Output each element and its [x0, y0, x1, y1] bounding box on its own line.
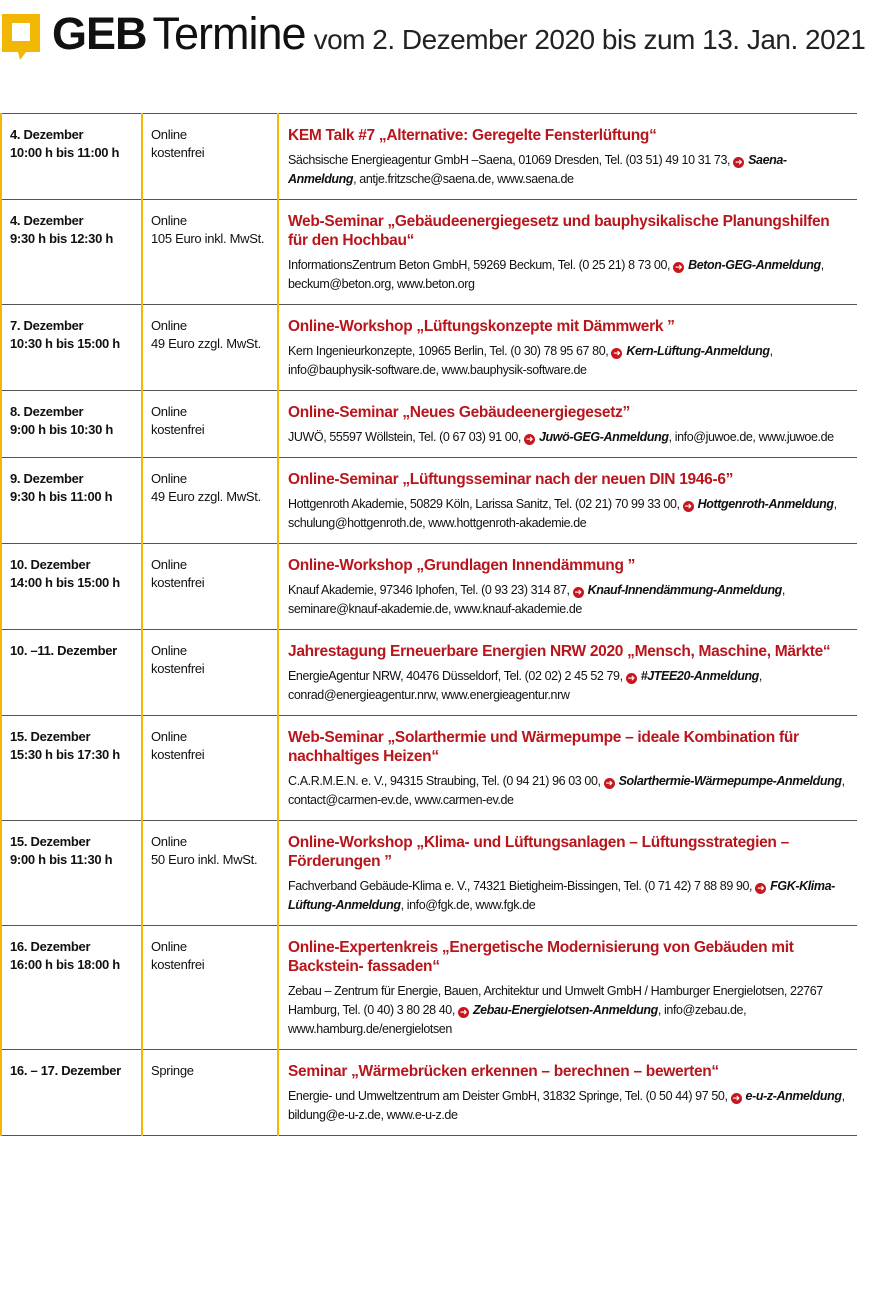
- event-place-cell: [142, 821, 278, 926]
- event-row: [1, 391, 857, 458]
- event-body-cell: [278, 391, 857, 458]
- event-row: [1, 1050, 857, 1136]
- event-date: 9. Dezember: [10, 471, 84, 486]
- event-price: 50 Euro inkl. MwSt.: [151, 852, 258, 867]
- event-date: 4. Dezember: [10, 127, 84, 142]
- event-details: [288, 428, 853, 447]
- registration-link[interactable]: Kern-Lüftung-Anmeldung: [626, 344, 770, 358]
- event-organizer: EnergieAgentur NRW, 40476 Düsseldorf, Tel. (02 02) 2 45 52 79,: [288, 669, 623, 683]
- event-organizer: InformationsZentrum Beton GmbH, 59269 Beckum, Tel. (0 25 21) 8 73 00,: [288, 258, 671, 272]
- registration-link[interactable]: Juwö-GEG-Anmeldung: [539, 430, 669, 444]
- event-place-cell: [142, 716, 278, 821]
- event-contact: , info@zebau.de, www.hamburg.de/energielotsen: [288, 1003, 747, 1036]
- event-row: [1, 114, 857, 200]
- event-time: 9:00 h bis 10:30 h: [10, 422, 113, 437]
- events-table: [0, 113, 857, 1136]
- event-place-cell: [142, 926, 278, 1050]
- event-row: [1, 544, 857, 630]
- event-date: 16. Dezember: [10, 939, 91, 954]
- event-mode: Springe: [151, 1063, 194, 1078]
- arrow-right-icon: ➜: [757, 883, 765, 893]
- registration-link[interactable]: Beton-GEG-Anmeldung: [688, 258, 821, 272]
- event-contact: , bildung@e-u-z.de, www.e-u-z.de: [288, 1089, 845, 1122]
- event-body-cell: [278, 305, 857, 391]
- event-body-cell: [278, 716, 857, 821]
- event-price: kostenfrei: [151, 145, 205, 160]
- event-mode: Online: [151, 729, 187, 744]
- event-time: 9:30 h bis 11:00 h: [10, 489, 113, 504]
- event-body-cell: [278, 114, 857, 200]
- event-body-cell: [278, 458, 857, 544]
- event-body-cell: [278, 821, 857, 926]
- event-time: 10:30 h bis 15:00 h: [10, 336, 120, 351]
- event-title: Online-Expertenkreis „Energetische Modernisierung von Gebäuden mit Backstein- fassaden“: [288, 939, 794, 975]
- event-place-cell: [142, 630, 278, 716]
- registration-link[interactable]: Solarthermie-Wärmepumpe-Anmeldung: [618, 774, 842, 788]
- arrow-right-icon: ➜: [525, 434, 534, 444]
- event-mode: Online: [151, 127, 187, 142]
- event-organizer: Zebau – Zentrum für Energie, Bauen, Architektur und Umwelt GmbH / Hamburger Energielotsen, 22767 Hamburg, Tel. (0 40) 3 80 28 40,: [288, 984, 823, 1017]
- event-title: Online-Workshop „Lüftungskonzepte mit Dämmwerk ”: [288, 318, 675, 335]
- speech-bubble-logo-icon: [2, 14, 40, 62]
- page-header: [0, 0, 872, 80]
- event-date-cell: [1, 114, 142, 200]
- event-title: Online-Seminar „Neues Gebäudeenergiegesetz”: [288, 404, 630, 421]
- title-termine: Termine: [152, 8, 306, 59]
- event-title: Online-Workshop „Klima- und Lüftungsanlagen – Lüftungsstrategien – Förderungen ”: [288, 834, 789, 870]
- event-row: [1, 630, 857, 716]
- arrow-right-icon: ➜: [627, 673, 635, 683]
- registration-link[interactable]: FGK-Klima-Lüftung-Anmeldung: [288, 879, 835, 912]
- event-mode: Online: [151, 557, 187, 572]
- event-mode: Online: [151, 213, 187, 228]
- event-title: Seminar „Wärmebrücken erkennen – berechnen – bewerten“: [288, 1063, 719, 1080]
- event-title: Jahrestagung Erneuerbare Energien NRW 2020 „Mensch, Maschine, Märkte“: [288, 643, 831, 660]
- event-date: 4. Dezember: [10, 213, 84, 228]
- title-geb: GEB: [52, 8, 147, 59]
- event-time: 15:30 h bis 17:30 h: [10, 747, 120, 762]
- event-organizer: Kern Ingenieurkonzepte, 10965 Berlin, Tel. (0 30) 78 95 67 80,: [288, 344, 609, 358]
- event-time: 9:00 h bis 11:30 h: [10, 852, 113, 867]
- event-date-cell: [1, 926, 142, 1050]
- event-body-cell: [278, 926, 857, 1050]
- event-organizer: JUWÖ, 55597 Wöllstein, Tel. (0 67 03) 91 00,: [288, 430, 521, 444]
- event-title: Web-Seminar „Solarthermie und Wärmepumpe – ideale Kombination für nachhaltiges Heizen“: [288, 729, 799, 765]
- event-date-cell: [1, 1050, 142, 1136]
- event-date-cell: [1, 630, 142, 716]
- registration-link[interactable]: Zebau-Energielotsen-Anmeldung: [472, 1003, 658, 1017]
- event-mode: Online: [151, 939, 187, 954]
- event-organizer: Hottgenroth Akademie, 50829 Köln, Larissa Sanitz, Tel. (02 21) 70 99 33 00,: [288, 497, 680, 511]
- event-mode: Online: [151, 834, 187, 849]
- event-time: 14:00 h bis 15:00 h: [10, 575, 120, 590]
- event-price: kostenfrei: [151, 422, 205, 437]
- events-body: [1, 114, 857, 1136]
- event-place-cell: [142, 200, 278, 305]
- title-date-range: vom 2. Dezember 2020 bis zum 13. Jan. 2021: [313, 24, 866, 55]
- event-row: [1, 716, 857, 821]
- event-date-cell: [1, 716, 142, 821]
- event-organizer: Energie- und Umweltzentrum am Deister GmbH, 31832 Springe, Tel. (0 50 44) 97 50,: [288, 1089, 728, 1103]
- event-date: 10. Dezember: [10, 557, 91, 572]
- registration-link[interactable]: #JTEE20-Anmeldung: [640, 669, 759, 683]
- event-date-cell: [1, 200, 142, 305]
- event-price: kostenfrei: [151, 575, 205, 590]
- event-organizer: C.A.R.M.E.N. e. V., 94315 Straubing, Tel. (0 94 21) 96 03 00,: [288, 774, 601, 788]
- arrow-right-icon: ➜: [613, 348, 621, 358]
- event-place-cell: [142, 544, 278, 630]
- event-date: 10. –11. Dezember: [10, 643, 117, 658]
- event-details: [288, 256, 853, 294]
- arrow-right-icon: ➜: [459, 1007, 468, 1017]
- event-row: [1, 200, 857, 305]
- event-date-cell: [1, 821, 142, 926]
- event-body-cell: [278, 1050, 857, 1136]
- event-contact: , info@bauphysik-software.de, www.bauphysik-software.de: [288, 344, 773, 377]
- event-details: [288, 581, 853, 619]
- event-date: 15. Dezember: [10, 729, 91, 744]
- arrow-right-icon: ➜: [605, 778, 613, 788]
- event-details: [288, 877, 853, 915]
- event-price: 105 Euro inkl. MwSt.: [151, 231, 265, 246]
- event-details: [288, 495, 853, 533]
- event-title: Online-Seminar „Lüftungsseminar nach der neuen DIN 1946-6”: [288, 471, 734, 488]
- event-row: [1, 305, 857, 391]
- event-place-cell: [142, 391, 278, 458]
- event-row: [1, 821, 857, 926]
- event-contact: , contact@carmen-ev.de, www.carmen-ev.de: [288, 774, 845, 807]
- event-date-cell: [1, 458, 142, 544]
- event-organizer: Sächsische Energieagentur GmbH –Saena, 01069 Dresden, Tel. (03 51) 49 10 31 73,: [288, 153, 731, 167]
- event-body-cell: [278, 200, 857, 305]
- event-date-cell: [1, 391, 142, 458]
- event-mode: Online: [151, 471, 187, 486]
- event-mode: Online: [151, 318, 187, 333]
- event-body-cell: [278, 544, 857, 630]
- arrow-right-icon: ➜: [675, 262, 683, 272]
- registration-link[interactable]: Knauf-Innendämmung-Anmeldung: [587, 583, 782, 597]
- arrow-right-icon: ➜: [732, 1093, 740, 1103]
- event-price: kostenfrei: [151, 661, 205, 676]
- arrow-right-icon: ➜: [735, 157, 743, 167]
- page-title: [52, 8, 865, 60]
- event-contact: , info@juwoe.de, www.juwoe.de: [668, 430, 834, 444]
- event-details: [288, 1087, 853, 1125]
- event-details: [288, 342, 853, 380]
- event-body-cell: [278, 630, 857, 716]
- registration-link[interactable]: Saena-Anmeldung: [288, 153, 787, 186]
- event-details: [288, 772, 853, 810]
- registration-link[interactable]: e-u-z-Anmeldung: [745, 1089, 842, 1103]
- event-place-cell: [142, 1050, 278, 1136]
- event-place-cell: [142, 305, 278, 391]
- event-mode: Online: [151, 404, 187, 419]
- event-time: 16:00 h bis 18:00 h: [10, 957, 120, 972]
- event-price: kostenfrei: [151, 957, 205, 972]
- registration-link[interactable]: Hottgenroth-Anmeldung: [697, 497, 834, 511]
- event-price: kostenfrei: [151, 747, 205, 762]
- event-row: [1, 926, 857, 1050]
- event-price: 49 Euro zzgl. MwSt.: [151, 336, 261, 351]
- event-contact: , conrad@energieagentur.nrw, www.energieagentur.nrw: [288, 669, 762, 702]
- event-organizer: Knauf Akademie, 97346 Iphofen, Tel. (0 93 23) 314 87,: [288, 583, 570, 597]
- event-time: 10:00 h bis 11:00 h: [10, 145, 120, 160]
- event-contact: , seminare@knauf-akademie.de, www.knauf-akademie.de: [288, 583, 785, 616]
- event-date-cell: [1, 305, 142, 391]
- event-price: 49 Euro zzgl. MwSt.: [151, 489, 261, 504]
- event-date: 7. Dezember: [10, 318, 84, 333]
- event-title: KEM Talk #7 „Alternative: Geregelte Fensterlüftung“: [288, 127, 657, 144]
- event-contact: , schulung@hottgenroth.de, www.hottgenroth-akademie.de: [288, 497, 837, 530]
- event-mode: Online: [151, 643, 187, 658]
- event-details: [288, 151, 853, 189]
- event-place-cell: [142, 458, 278, 544]
- event-contact: , info@fgk.de, www.fgk.de: [400, 898, 536, 912]
- event-date: 15. Dezember: [10, 834, 91, 849]
- event-details: [288, 667, 853, 705]
- event-title: Online-Workshop „Grundlagen Innendämmung ”: [288, 557, 636, 574]
- event-date-cell: [1, 544, 142, 630]
- arrow-right-icon: ➜: [684, 501, 692, 511]
- event-row: [1, 458, 857, 544]
- event-details: [288, 982, 853, 1039]
- event-contact: , antje.fritzsche@saena.de, www.saena.de: [353, 172, 574, 186]
- event-place-cell: [142, 114, 278, 200]
- event-date: 16. – 17. Dezember: [10, 1063, 121, 1078]
- event-title: Web-Seminar „Gebäudeenergiegesetz und bauphysikalische Planungshilfen für den Hochbau“: [288, 213, 830, 249]
- event-time: 9:30 h bis 12:30 h: [10, 231, 113, 246]
- event-contact: , beckum@beton.org, www.beton.org: [288, 258, 824, 291]
- event-organizer: Fachverband Gebäude-Klima e. V., 74321 Bietigheim-Bissingen, Tel. (0 71 42) 7 88 89 90,: [288, 879, 753, 893]
- arrow-right-icon: ➜: [574, 587, 582, 597]
- event-date: 8. Dezember: [10, 404, 84, 419]
